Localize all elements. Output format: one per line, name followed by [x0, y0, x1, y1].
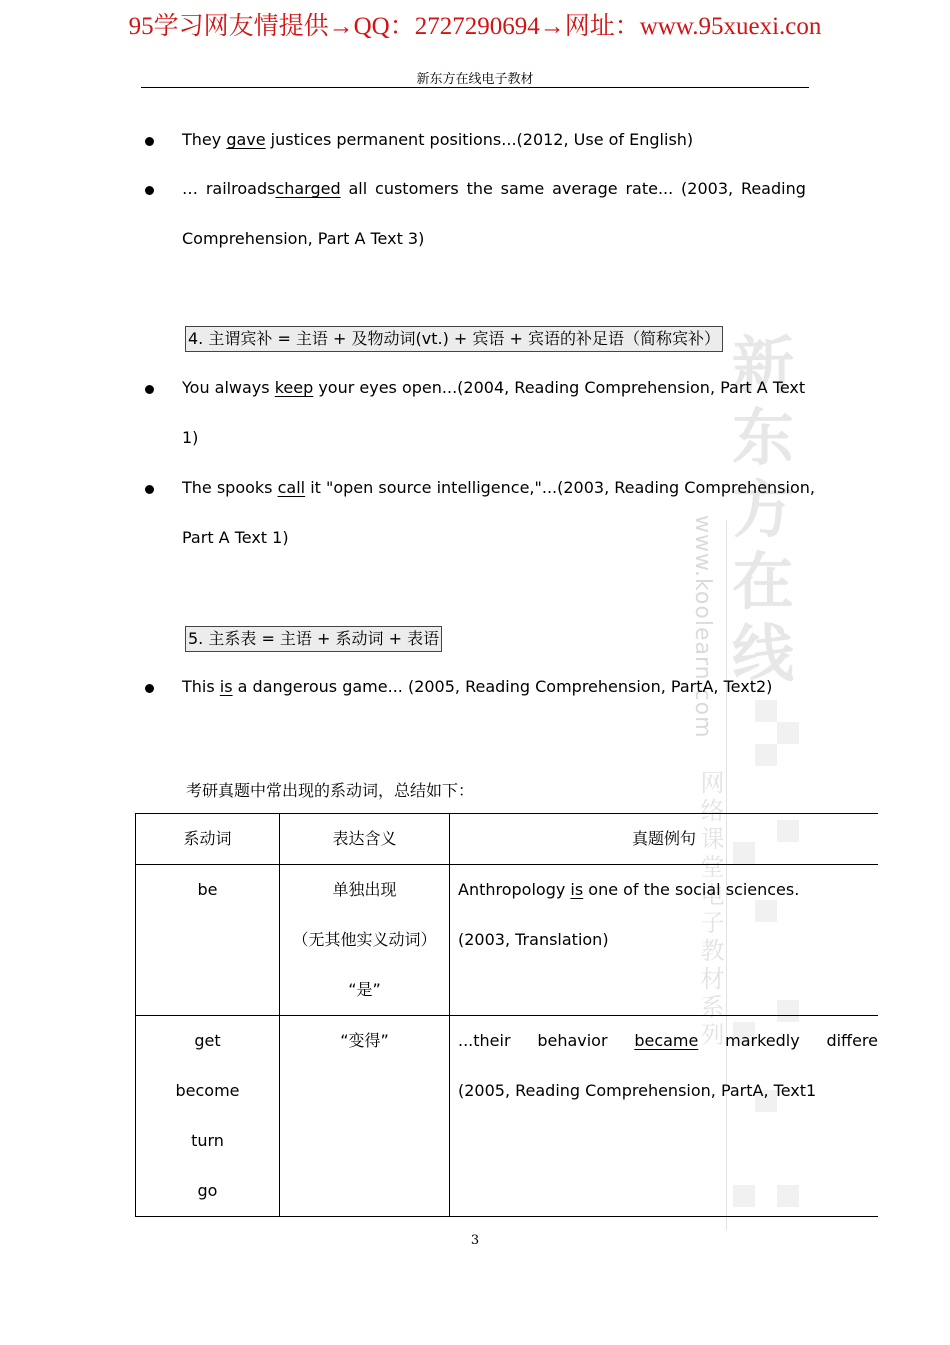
- underlined-verb: is: [219, 677, 233, 696]
- table-cell: “变得”: [280, 1016, 450, 1217]
- example-line: This is a dangerous game... (2005, Reading Comprehension, PartA, Text2): [182, 677, 773, 696]
- underlined-verb: is: [570, 880, 584, 899]
- pattern-heading-4: 4. 主谓宾补 = 主语 + 及物动词(vt.) + 宾语 + 宾语的补足语（简称宾补）: [185, 326, 723, 352]
- table-cell: Anthropology is one of the social sciences. (2003, Translation): [450, 865, 879, 1016]
- table-row: [136, 1016, 879, 1217]
- bullet-icon: [145, 186, 154, 195]
- table-header-cell: 系动词: [136, 814, 280, 865]
- example-line-cont: Comprehension, Part A Text 3): [182, 229, 425, 248]
- bullet-icon: [145, 485, 154, 494]
- watermark-series: 网络课堂电子教材系列: [696, 770, 724, 1050]
- watermark-brand: 新东方在线: [731, 329, 794, 690]
- underlined-verb: gave: [226, 130, 266, 149]
- example-line: … railroadscharged all customers the same average rate... (2003, Reading: [182, 179, 806, 198]
- underlined-verb: keep: [274, 378, 314, 397]
- table-header-cell: 真题例句: [450, 814, 879, 865]
- example-line: You always keep your eyes open...(2004, Reading Comprehension, Part A Text: [182, 378, 806, 397]
- underlined-verb: became: [634, 1031, 699, 1050]
- table-cell: get become turn go: [136, 1016, 280, 1217]
- watermark-url: www.koolearn.com: [690, 515, 715, 739]
- promo-line: 95学习网友情提供→QQ：2727290694→网址：www.95xuexi.con: [128, 13, 822, 40]
- table-cell: be: [136, 865, 280, 1016]
- summary-text: 考研真题中常出现的系动词，总结如下：: [186, 781, 475, 800]
- underlined-verb: charged: [275, 179, 341, 198]
- example-line-cont: 1): [182, 428, 199, 447]
- pattern-heading-5: 5. 主系表 = 主语 + 系动词 + 表语: [185, 626, 442, 652]
- table-header-cell: 表达含义: [280, 814, 450, 865]
- table-cell: ...their behavior became markedly differe (2005, Reading Comprehension, PartA, Text1: [450, 1016, 879, 1217]
- table-cell: 单独出现 （无其他实义动词） “是”: [280, 865, 450, 1016]
- page-number: 3: [470, 1233, 480, 1248]
- linking-verb-table: [135, 813, 878, 1217]
- table-row: [136, 865, 879, 1016]
- underlined-verb: call: [277, 478, 306, 497]
- example-line-cont: Part A Text 1): [182, 528, 289, 547]
- example-line: The spooks call it "open source intelligence,"...(2003, Reading Comprehension,: [182, 478, 815, 497]
- watermark-checker: [777, 722, 799, 744]
- bullet-icon: [145, 385, 154, 394]
- watermark-checker: [755, 700, 777, 722]
- header-title: 新东方在线电子教材: [416, 72, 534, 87]
- bullet-icon: [145, 684, 154, 693]
- table-header-row: [136, 814, 879, 865]
- bullet-icon: [145, 137, 154, 146]
- watermark-checker: [755, 744, 777, 766]
- header-rule: [141, 87, 809, 88]
- example-line: They gave justices permanent positions...(2012, Use of English): [182, 130, 694, 149]
